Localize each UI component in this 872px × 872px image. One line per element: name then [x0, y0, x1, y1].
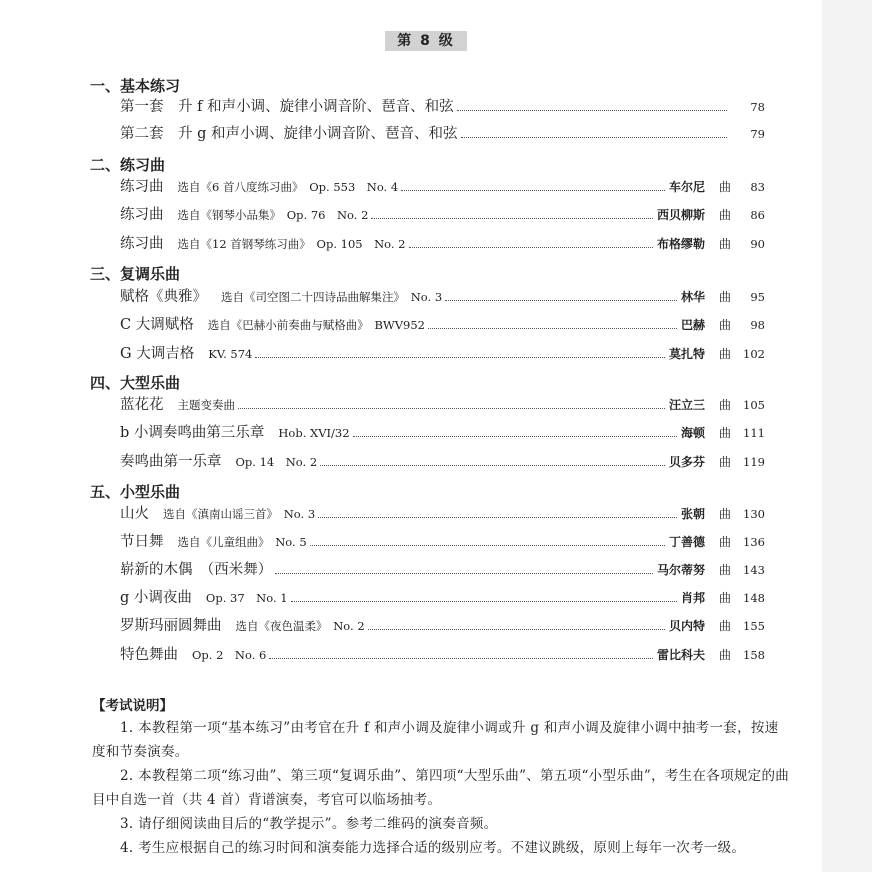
composition-suffix: 曲: [718, 237, 731, 251]
page-number: 155: [743, 619, 765, 633]
entry-detail: KV. 574: [208, 347, 253, 361]
toc-entry[interactable]: [120, 231, 765, 253]
entry-title: 特色舞曲: [120, 647, 178, 663]
dot-leader: [371, 218, 653, 219]
toc-entry[interactable]: [120, 585, 765, 607]
dot-leader: [318, 517, 677, 518]
page-number: 79: [750, 127, 765, 141]
entry-title: 练习曲: [120, 207, 164, 223]
entry-title: 奏鸣曲第一乐章: [120, 454, 222, 470]
dot-leader: [445, 300, 677, 301]
dot-leader: [461, 137, 728, 138]
toc-entry[interactable]: [120, 392, 765, 414]
page-number: 83: [750, 180, 765, 194]
page-number: 158: [743, 648, 765, 662]
entry-title: 第一套 升 f 和声小调、旋律小调音阶、琶音、和弦: [120, 99, 454, 115]
toc-entry[interactable]: [120, 529, 765, 551]
composer-name: 丁善德: [668, 535, 705, 549]
dot-leader: [291, 601, 677, 602]
entry-detail: 选自《钢琴小品集》 Op. 76 No. 2: [177, 208, 369, 222]
page-number: 143: [743, 563, 765, 577]
section-title-basic-exercises: 一、基本练习: [90, 77, 181, 95]
composition-suffix: 曲: [718, 455, 731, 469]
section-title-large-works: 四、大型乐曲: [90, 374, 181, 392]
composition-suffix: 曲: [718, 290, 731, 304]
composition-suffix: 曲: [718, 318, 731, 332]
toc-entry[interactable]: [120, 94, 765, 116]
toc-entry[interactable]: [120, 613, 765, 635]
exam-note: 4. 考生应根据自己的练习时间和演奏能力选择合适的级别应考。不建议跳级，原则上每年一次考一级。: [120, 840, 746, 856]
entry-title: 练习曲: [120, 236, 164, 252]
section-title-small-works: 五、小型乐曲: [90, 483, 181, 501]
composition-suffix: 曲: [718, 426, 731, 440]
composer-name: 西贝柳斯: [656, 208, 705, 222]
composition-suffix: 曲: [718, 535, 731, 549]
entry-title: 节日舞: [120, 534, 164, 550]
composition-suffix: 曲: [718, 507, 731, 521]
entry-title: C 大调赋格: [120, 317, 194, 333]
dot-leader: [238, 408, 665, 409]
toc-entry[interactable]: [120, 642, 765, 664]
toc-entry[interactable]: [120, 174, 765, 196]
toc-entry[interactable]: [120, 202, 765, 224]
page-number: 148: [743, 591, 765, 605]
entry-title: g 小调夜曲: [120, 590, 192, 606]
composer-name: 马尔蒂努: [656, 563, 705, 577]
exam-note: 1. 本教程第一项“基本练习”由考官在升 f 和声小调及旋律小调或升 g 和声小调及旋律小调中抽考一套，按速度和节奏演奏。: [92, 720, 779, 760]
exam-notes-title: 【考试说明】: [92, 698, 173, 714]
exam-note: 3. 请仔细阅读曲目后的“教学提示”。参考二维码的演奏音频。: [120, 816, 498, 832]
composer-name: 肖邦: [680, 591, 705, 605]
composition-suffix: 曲: [718, 648, 731, 662]
toc-entry[interactable]: [120, 341, 765, 363]
entry-detail: 选自《司空图二十四诗品曲解集注》 No. 3: [221, 290, 443, 304]
entry-detail: 选自《6 首八度练习曲》 Op. 553 No. 4: [177, 180, 399, 194]
composition-suffix: 曲: [718, 591, 731, 605]
page-number: 102: [743, 347, 765, 361]
entry-detail: 选自《儿童组曲》 No. 5: [177, 535, 307, 549]
toc-entry[interactable]: [120, 121, 765, 143]
entry-title: 赋格《典雅》: [120, 289, 207, 305]
entry-title: 罗斯玛丽圆舞曲: [120, 618, 222, 634]
composer-name: 海顿: [680, 426, 705, 440]
dot-leader: [428, 328, 677, 329]
dot-leader: [255, 357, 665, 358]
composer-name: 张朝: [680, 507, 705, 521]
dot-leader: [368, 629, 665, 630]
composer-name: 车尔尼: [668, 180, 705, 194]
entry-detail: Op. 14 No. 2: [235, 455, 318, 469]
page-number: 111: [743, 426, 765, 440]
composer-name: 林华: [680, 290, 705, 304]
composer-name: 布格缪勒: [656, 237, 705, 251]
page-number: 78: [750, 100, 765, 114]
toc-entry[interactable]: [120, 557, 765, 579]
entry-title: G 大调吉格: [120, 346, 195, 362]
composition-suffix: 曲: [718, 347, 731, 361]
composer-name: 贝内特: [668, 619, 705, 633]
entry-title: 蓝花花: [120, 397, 164, 413]
entry-detail: 选自《巴赫小前奏曲与赋格曲》 BWV952: [207, 318, 425, 332]
toc-entry[interactable]: [120, 312, 765, 334]
composition-suffix: 曲: [718, 208, 731, 222]
composition-suffix: 曲: [718, 398, 731, 412]
composer-name: 巴赫: [680, 318, 705, 332]
page-number: 98: [750, 318, 765, 332]
page-number: 130: [743, 507, 765, 521]
section-title-etudes: 二、练习曲: [90, 156, 166, 174]
toc-entry[interactable]: [120, 449, 765, 471]
entry-title: 崭新的木偶 （西米舞）: [120, 562, 273, 578]
composition-suffix: 曲: [718, 563, 731, 577]
page-number: 119: [743, 455, 765, 469]
dot-leader: [401, 190, 665, 191]
composer-name: 雷比科夫: [656, 648, 705, 662]
right-margin-strip: [822, 0, 872, 872]
entry-detail: 主题变奏曲: [177, 398, 235, 412]
composition-suffix: 曲: [718, 619, 731, 633]
page-number: 86: [750, 208, 765, 222]
exam-note: 2. 本教程第二项“练习曲”、第三项“复调乐曲”、第四项“大型乐曲”、第五项“小型乐曲”，考生在各项规定的曲目中自选一首（共 4 首）背谱演奏，考官可以临场抽考。: [92, 768, 790, 808]
entry-detail: 选自《滇南山谣三首》 No. 3: [163, 507, 316, 521]
page-number: 95: [750, 290, 765, 304]
composer-name: 贝多芬: [668, 455, 705, 469]
dot-leader: [320, 465, 665, 466]
composition-suffix: 曲: [718, 180, 731, 194]
entry-detail: Op. 2 No. 6: [192, 648, 267, 662]
page-number: 105: [743, 398, 765, 412]
toc-entry[interactable]: [120, 420, 765, 442]
entry-detail: Hob. XVI/32: [278, 426, 350, 440]
toc-entry[interactable]: [120, 284, 765, 306]
entry-detail: 选自《12 首钢琴练习曲》 Op. 105 No. 2: [177, 237, 406, 251]
dot-leader: [457, 110, 727, 111]
composer-name: 汪立三: [668, 398, 705, 412]
dot-leader: [409, 247, 653, 248]
dot-leader: [269, 658, 653, 659]
entry-detail: 选自《夜色温柔》 No. 2: [235, 619, 365, 633]
entry-title: b 小调奏鸣曲第三乐章: [120, 425, 265, 441]
page-number: 90: [750, 237, 765, 251]
entry-title: 山火: [120, 506, 149, 522]
level-title: 第 8 级: [385, 31, 467, 51]
section-title-polyphonic: 三、复调乐曲: [90, 265, 181, 283]
page-number: 136: [743, 535, 765, 549]
entry-detail: Op. 37 No. 1: [205, 591, 288, 605]
toc-entry[interactable]: [120, 501, 765, 523]
dot-leader: [275, 573, 653, 574]
dot-leader: [310, 545, 665, 546]
composer-name: 莫扎特: [668, 347, 705, 361]
dot-leader: [353, 436, 677, 437]
entry-title: 第二套 升 g 和声小调、旋律小调音阶、琶音、和弦: [120, 126, 458, 142]
entry-title: 练习曲: [120, 179, 164, 195]
